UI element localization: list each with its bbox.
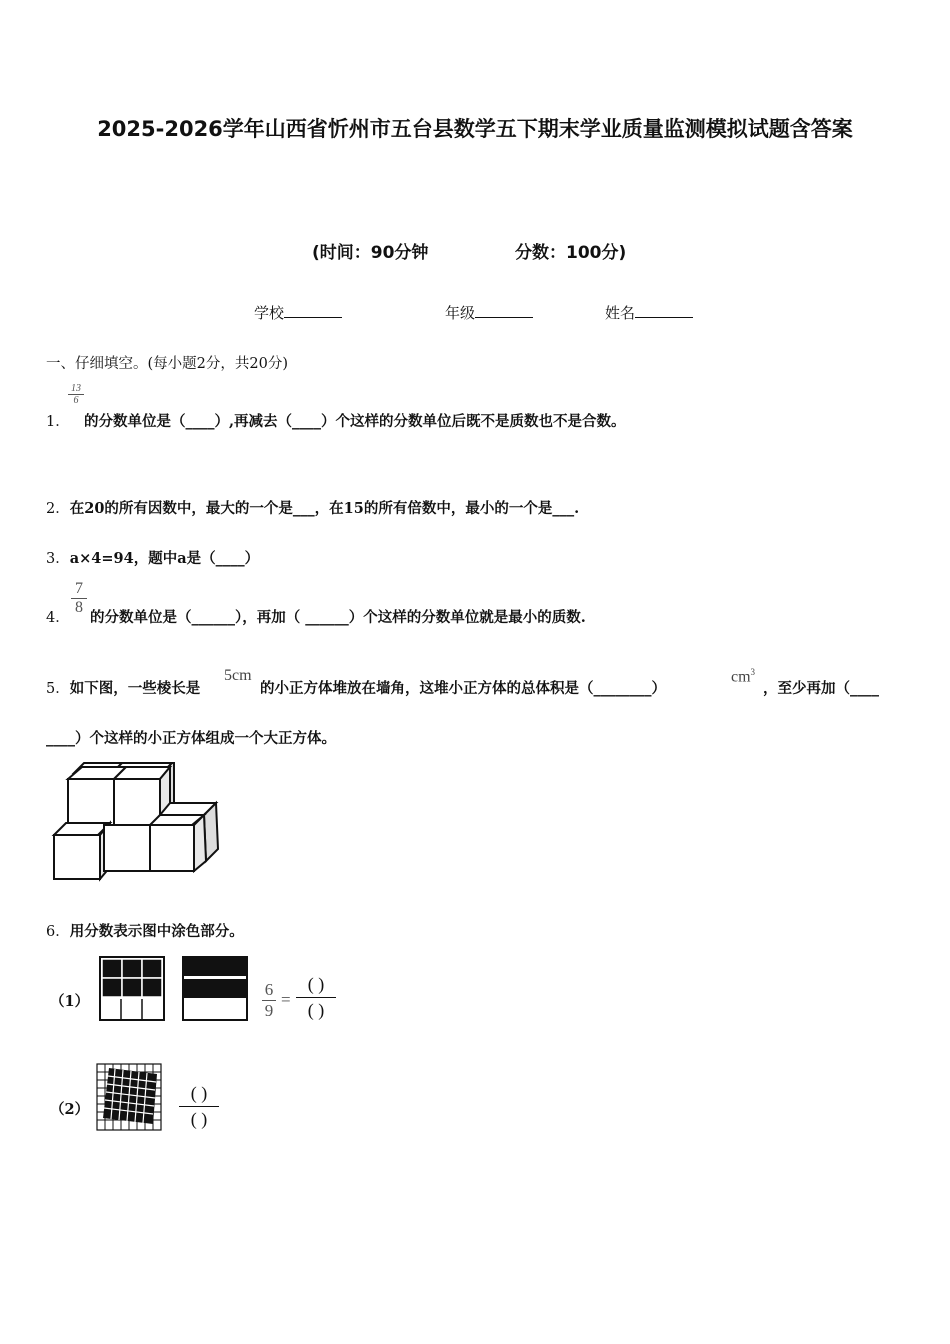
name-blank[interactable]: [635, 303, 693, 318]
shaded-cell: [142, 978, 162, 997]
grade-label: 年级: [445, 304, 476, 322]
q1-fraction: [68, 383, 84, 406]
q4-numerator: 7: [75, 580, 83, 597]
q1-numerator: 13: [71, 383, 81, 394]
name-field: [605, 302, 693, 323]
cube-front-face: [104, 825, 150, 871]
answer-denominator-blank[interactable]: ( ): [190, 1109, 208, 1129]
q2-text: 在20的所有因数中，最大的一个是___，在15的所有倍数中，最小的一个是___.: [69, 500, 580, 517]
question-4: [46, 606, 70, 627]
shaded-cell: [122, 959, 142, 978]
question-number: 1．: [46, 414, 70, 430]
answer-denominator-blank[interactable]: ( ): [307, 1000, 325, 1020]
question-number: 3．: [46, 551, 70, 567]
q6-part1-fraction: [262, 980, 276, 1021]
q5-unit-cm3: $cm^3$: [731, 667, 756, 686]
school-field: [254, 302, 342, 323]
question-number: 4．: [46, 610, 70, 626]
q6-part2-figure: [95, 1062, 165, 1132]
q5-text-b: 的小正方体堆放在墙角，这堆小正方体的总体积是（________）: [260, 680, 666, 697]
cube-front-face: [68, 779, 114, 825]
cube-side-face: [194, 815, 206, 871]
grade-blank[interactable]: [475, 303, 533, 318]
q5-text-c: ，至少再加（____: [763, 680, 879, 697]
question-number: 2．: [46, 501, 70, 517]
q5-unit-cm: 5cm: [224, 667, 252, 684]
q4-fraction: [71, 580, 87, 617]
q4-denominator: 8: [75, 599, 83, 616]
cube-stack-figure: [46, 755, 226, 885]
answer-numerator-blank[interactable]: ( ): [190, 1083, 208, 1103]
name-label: 姓名: [605, 304, 636, 322]
question-2: [46, 497, 579, 518]
q1-denominator: 6: [73, 395, 79, 406]
cube-front-face: [150, 825, 194, 871]
answer-numerator-blank[interactable]: ( ): [307, 974, 325, 994]
question-1: [46, 410, 70, 431]
shaded-row: [184, 979, 246, 998]
question-5: [46, 677, 200, 698]
shaded-row: [184, 958, 246, 976]
question-6: [46, 920, 244, 941]
q6-part2-label: （2）: [50, 1101, 90, 1118]
grade-field: [445, 302, 533, 323]
q6-denominator: 9: [264, 1001, 274, 1020]
shaded-cell: [102, 978, 122, 997]
q6-part1-label: （1）: [50, 993, 90, 1010]
exam-score: 分数：100分): [515, 243, 627, 263]
question-number: 5．: [46, 681, 70, 697]
school-label: 学校: [254, 304, 285, 322]
school-blank[interactable]: [284, 303, 342, 318]
q6-part1-answer[interactable]: [296, 974, 336, 1021]
page-title: 2025-2026学年山西省忻州市五台县数学五下期末学业质量监测模拟试题含答案: [97, 117, 853, 141]
section-heading: 一、仔细填空。(每小题2分，共20分): [46, 356, 288, 372]
q6-text: 用分数表示图中涂色部分。: [69, 923, 244, 940]
shaded-cell: [122, 978, 142, 997]
q1-text: 的分数单位是（____）,再减去（____）个这样的分数单位后既不是质数也不是合数。: [84, 413, 626, 430]
cube-front-face: [114, 779, 160, 825]
question-3: [46, 547, 259, 568]
cube-front-face: [54, 835, 100, 879]
q5-text-d: ____）个这样的小正方体组成一个大正方体。: [46, 730, 336, 747]
q4-text: 的分数单位是（______），再加（ ______）个这样的分数单位就是最小的质数.: [90, 609, 586, 626]
q3-text: a×4=94，题中a是（____）: [69, 550, 260, 567]
q5-text-a: 如下图，一些棱长是: [69, 680, 201, 697]
shaded-cell: [142, 959, 162, 978]
exam-time: (时间：90分钟: [312, 243, 429, 263]
q6-numerator: 6: [264, 980, 274, 999]
q6-part1-grids: [98, 955, 253, 1025]
shaded-cell: [102, 959, 122, 978]
q6-part2-answer[interactable]: [179, 1083, 219, 1130]
question-number: 6．: [46, 924, 70, 940]
equals-sign: =: [281, 990, 291, 1009]
